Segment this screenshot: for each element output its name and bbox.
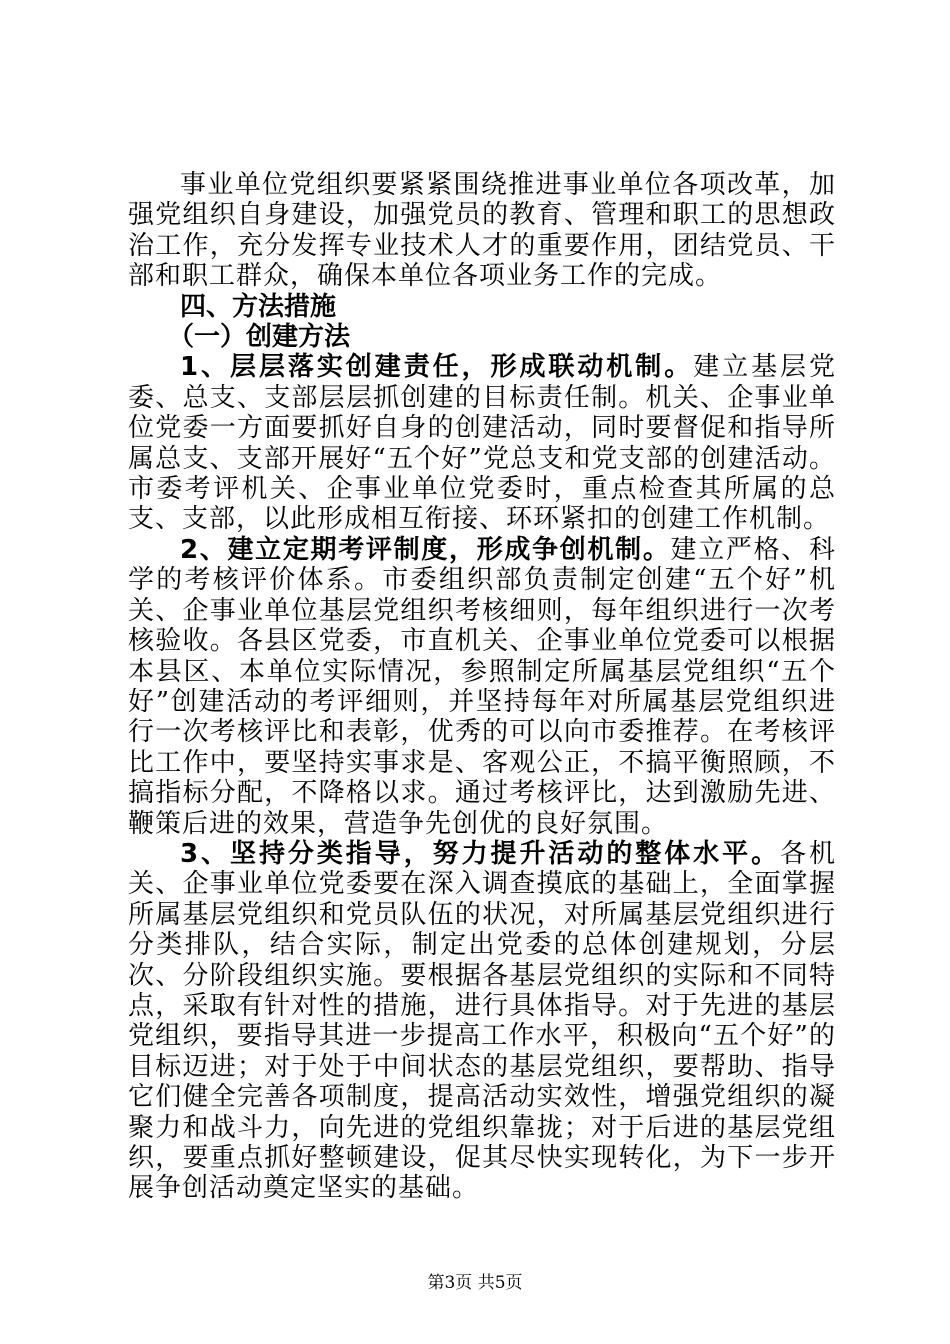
item-3-body: 各机关、企事业单位党委要在深入调查摸底的基础上，全面掌握所属基层党组织和党员队伍的状况，对所属基层党组织进行分类排队，结合实际，制定出党委的总体创建规划，分层次、分阶段组织实施。要根据各基层党组织的实际和不同特点，采取有针对性的措施，进行具体指导。对于先进的基层党组织，要指导其进一步提高工作水平，积极向“五个好”的目标迈进；对于处于中间状态的基层党组织，要帮助、指导它们健全完善各项制度，提高活动实效性，增强党组织的凝聚力和战斗力，向先进的党组织靠拢；对于后进的基层党组织，要重点抓好整顿建设，促其尽快实现转化，为下一步开展争创活动奠定坚实的基础。 (128, 838, 836, 1204)
subsection-heading: （一）创建方法 (168, 322, 351, 353)
document-body (128, 170, 836, 1204)
paragraph-item-1 (128, 352, 836, 534)
paragraph-intro: 事业单位党组织要紧紧围绕推进事业单位各项改革，加强党组织自身建设，加强党员的教育、管理和职工的思想政治工作，充分发挥专业技术人才的重要作用，团结党员、干部和职工群众，确保本单位各项业务工作的完成。 (128, 170, 836, 292)
item-2-body: 建立严格、科学的考核评价体系。市委组织部负责制定创建“五个好”机关、企事业单位基层党组织考核细则，每年组织进行一次考核验收。各县区党委，市直机关、企事业单位党委可以根据本县区、本单位实际情况，参照制定所属基层党组织“五个好”创建活动的考评细则，并坚持每年对所属基层党组织进行一次考核评比和表彰，优秀的可以向市委推荐。在考核评比工作中，要坚持实事求是、客观公正，不搞平衡照顾，不搞指标分配，不降格以求。通过考核评比，达到激励先进、鞭策后进的效果，营造争先创优的良好氛围。 (128, 534, 836, 839)
section-heading: 四、方法措施 (180, 291, 337, 322)
item-3-lead: 3、坚持分类指导，努力提升活动的整体水平。 (180, 838, 781, 869)
item-2-lead: 2、建立定期考评制度，形成争创机制。 (180, 534, 671, 565)
page-footer: 第3页 共5页 (427, 1273, 523, 1293)
item-1-lead: 1、层层落实创建责任，形成联动机制。 (180, 352, 694, 383)
paragraph-item-3 (128, 839, 836, 1204)
item-1-body: 建立基层党委、总支、支部层层抓创建的目标责任制。机关、企事业单位党委一方面要抓好自身的创建活动，同时要督促和指导所属总支、支部开展好“五个好”党总支和党支部的创建活动。市委考评机关、企事业单位党委时，重点检查其所属的总支、支部，以此形成相互衔接、环环紧扣的创建工作机制。 (128, 352, 836, 535)
paragraph-item-2 (128, 535, 836, 839)
